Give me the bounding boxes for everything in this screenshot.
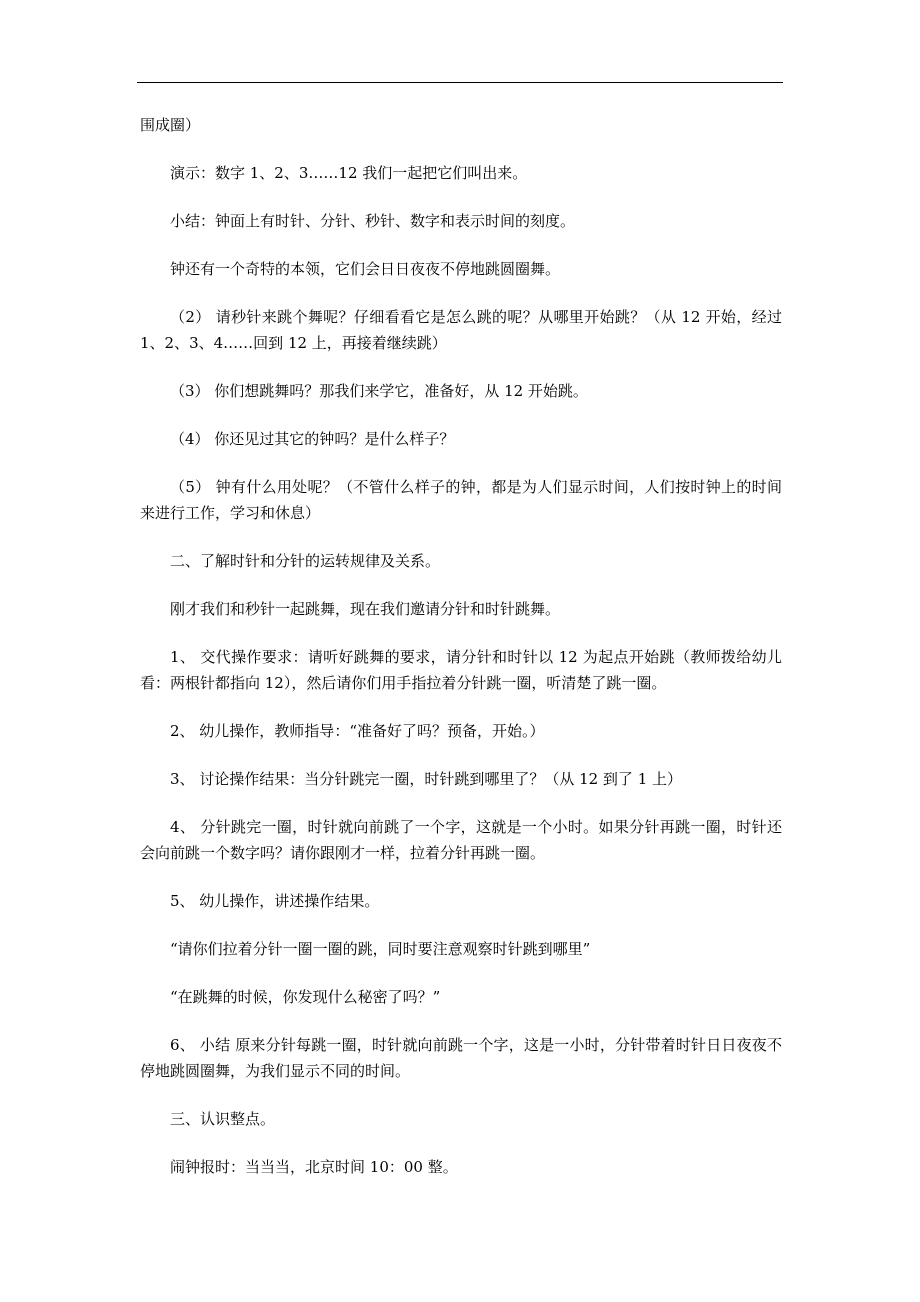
- paragraph: 3、 讨论操作结果：当分针跳完一圈，时针跳到哪里了？（从 12 到了 1 上）: [170, 770, 683, 788]
- paragraph: （4） 你还见过其它的钟吗？是什么样子？: [170, 430, 455, 448]
- paragraph: 5、 幼儿操作，讲述操作结果。: [170, 892, 380, 910]
- paragraph: 钟还有一个奇特的本领，它们会日日夜夜不停地跳圆圈舞。: [170, 260, 561, 278]
- paragraph: 演示：数字 1、2、3……12 我们一起把它们叫出来。: [170, 164, 528, 182]
- paragraph: “在跳舞的时候，你发现什么秘密了吗？”: [170, 988, 441, 1006]
- paragraph: （5） 钟有什么用处呢？（不管什么样子的钟，都是为人们显示时间，人们按时钟上的时间来进行工作，学习和休息）: [140, 478, 782, 522]
- paragraph: 围成圈）: [140, 116, 201, 134]
- paragraph: 刚才我们和秒针一起跳舞，现在我们邀请分针和时针跳舞。: [170, 600, 561, 618]
- header-rule: [137, 82, 783, 83]
- paragraph: “请你们拉着分针一圈一圈的跳，同时要注意观察时针跳到哪里”: [170, 940, 591, 958]
- paragraph: 6、 小结 原来分针每跳一圈，时针就向前跳一个字，这是一小时，分针带着时针日日夜夜不停地跳圆圈舞，为我们显示不同的时间。: [140, 1036, 782, 1080]
- section-heading: 三、认识整点。: [170, 1110, 276, 1128]
- paragraph: （2） 请秒针来跳个舞呢？仔细看看它是怎么跳的呢？从哪里开始跳？（从 12 开始，经过 1、2、3、4……回到 12 上，再接着继续跳）: [140, 308, 782, 352]
- document-body: [140, 112, 782, 1180]
- section-heading: 二、了解时针和分针的运转规律及关系。: [170, 552, 441, 570]
- paragraph: 4、 分针跳完一圈，时针就向前跳了一个字，这就是一个小时。如果分针再跳一圈，时针还会向前跳一个数字吗？请你跟刚才一样，拉着分针再跳一圈。: [140, 818, 782, 862]
- paragraph: 小结：钟面上有时针、分针、秒针、数字和表示时间的刻度。: [170, 212, 576, 230]
- paragraph: 1、 交代操作要求：请听好跳舞的要求，请分针和时针以 12 为起点开始跳（教师拨给幼儿看：两根针都指向 12），然后请你们用手指拉着分针跳一圈，听清楚了跳一圈。: [140, 648, 782, 692]
- paragraph: 2、 幼儿操作，教师指导：“准备好了吗？预备，开始。）: [170, 722, 545, 740]
- paragraph: 闹钟报时：当当当，北京时间 10：00 整。: [170, 1158, 458, 1176]
- paragraph: （3） 你们想跳舞吗？那我们来学它，准备好，从 12 开始跳。: [170, 382, 588, 400]
